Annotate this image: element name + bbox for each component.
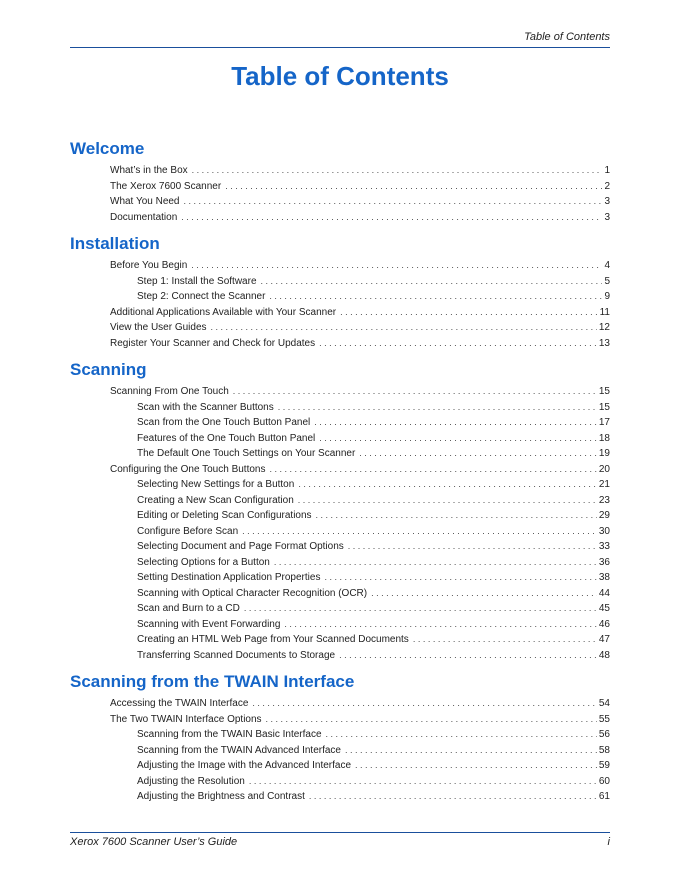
section-heading[interactable]: Scanning from the TWAIN Interface — [70, 672, 355, 691]
toc-entry[interactable] — [137, 648, 610, 664]
page-header — [70, 0, 610, 48]
dot-leader — [225, 179, 602, 195]
toc-entry-page: 15 — [598, 401, 610, 413]
toc-entry-label: Editing or Deleting Scan Configurations — [137, 510, 312, 521]
toc-entry[interactable] — [137, 524, 610, 540]
dot-leader — [261, 274, 603, 290]
toc-entry[interactable] — [137, 400, 610, 416]
toc-entry-page: 21 — [598, 479, 610, 490]
toc-entry-page: 19 — [598, 448, 610, 459]
toc-entry-label: Scan with the Scanner Buttons — [137, 401, 274, 413]
dot-leader — [340, 305, 598, 321]
dot-leader — [413, 632, 597, 648]
toc-entry-page: 55 — [598, 713, 610, 725]
toc-entry-label: Creating a New Scan Configuration — [137, 494, 294, 506]
toc-entry-page: 5 — [604, 275, 610, 287]
toc-entry-label: Scanning From One Touch — [110, 386, 229, 397]
toc-entry-label: Scanning with Event Forwarding — [137, 618, 281, 630]
toc-entry-page: 38 — [598, 572, 610, 583]
dot-leader — [359, 446, 597, 462]
toc-entry-page: 46 — [598, 618, 610, 630]
toc-entry-label: What You Need — [110, 196, 180, 207]
toc-entry[interactable] — [110, 712, 610, 728]
toc-entry-label: Selecting Document and Page Format Options — [137, 541, 344, 552]
dot-leader — [326, 727, 597, 743]
toc-entry-page: 44 — [598, 587, 610, 599]
toc-entry-page: 59 — [598, 760, 610, 771]
toc-entry[interactable] — [137, 727, 610, 743]
toc-entry-page: 29 — [598, 510, 610, 521]
dot-leader — [242, 524, 597, 540]
page-number: i — [607, 836, 610, 848]
toc-entry-label: Additional Applications Available with Your Scanner — [110, 306, 337, 318]
toc-entry-label: Scanning from the TWAIN Advanced Interface — [137, 744, 341, 756]
toc-entry-page: 60 — [598, 775, 610, 787]
toc-entry-label: Creating an HTML Web Page from Your Scanned Documents — [137, 634, 409, 645]
toc-entry[interactable] — [110, 305, 610, 321]
dot-leader — [274, 555, 597, 571]
dot-leader — [211, 320, 597, 336]
toc-entry-page: 45 — [598, 603, 610, 614]
table-of-contents — [70, 137, 610, 812]
dot-leader — [269, 462, 596, 478]
toc-entry[interactable] — [137, 446, 610, 462]
dot-leader — [244, 601, 597, 617]
dot-leader — [278, 400, 597, 416]
toc-entry-page: 23 — [598, 494, 610, 506]
section-heading[interactable]: Installation — [70, 234, 160, 253]
toc-entry-page: 58 — [598, 744, 610, 756]
toc-entry-label: The Xerox 7600 Scanner — [110, 180, 222, 192]
toc-entry-list — [70, 384, 610, 663]
dot-leader — [252, 696, 596, 712]
toc-entry-label: Step 1: Install the Software — [137, 275, 257, 287]
toc-entry-label: What’s in the Box — [110, 165, 188, 176]
toc-entry-label: Configuring the One Touch Buttons — [110, 463, 266, 475]
page-title: Table of Contents — [231, 61, 449, 91]
toc-entry[interactable] — [110, 336, 610, 352]
toc-entry[interactable] — [137, 289, 610, 305]
dot-leader — [181, 210, 602, 226]
toc-entry-list — [70, 163, 610, 225]
toc-section — [70, 232, 610, 351]
toc-entry[interactable] — [137, 789, 610, 805]
toc-entry[interactable] — [137, 555, 610, 571]
toc-entry-label: The Two TWAIN Interface Options — [110, 713, 262, 725]
toc-entry[interactable] — [137, 274, 610, 290]
toc-entry-page: 48 — [598, 649, 610, 661]
toc-entry-label: Selecting New Settings for a Button — [137, 479, 295, 490]
dot-leader — [314, 415, 597, 431]
dot-leader — [184, 194, 603, 210]
toc-entry[interactable] — [110, 163, 610, 179]
toc-entry[interactable] — [110, 696, 610, 712]
toc-entry-page: 54 — [598, 698, 610, 709]
toc-entry[interactable] — [110, 462, 610, 478]
toc-entry-page: 3 — [604, 196, 610, 207]
toc-entry[interactable] — [137, 570, 610, 586]
dot-leader — [324, 570, 596, 586]
toc-section — [70, 358, 610, 663]
toc-entry-page: 18 — [598, 432, 610, 444]
dot-leader — [355, 758, 597, 774]
section-heading[interactable]: Scanning — [70, 360, 147, 379]
toc-entry-label: Configure Before Scan — [137, 525, 239, 537]
toc-entry-label: The Default One Touch Settings on Your Scanner — [137, 448, 356, 459]
dot-leader — [284, 617, 596, 633]
toc-entry[interactable] — [110, 384, 610, 400]
toc-entry-page: 11 — [599, 306, 610, 318]
toc-entry-label: Before You Begin — [110, 260, 188, 271]
dot-leader — [233, 384, 597, 400]
dot-leader — [345, 743, 597, 759]
toc-entry-label: Scanning with Optical Character Recognition (OCR) — [137, 587, 368, 599]
dot-leader — [249, 774, 597, 790]
toc-entry-label: Scanning from the TWAIN Basic Interface — [137, 729, 322, 740]
toc-entry-page: 30 — [598, 525, 610, 537]
running-title: Table of Contents — [524, 31, 610, 43]
toc-entry-label: Scan from the One Touch Button Panel — [137, 417, 311, 428]
toc-entry[interactable] — [137, 758, 610, 774]
toc-section — [70, 137, 610, 225]
toc-entry-page: 4 — [604, 260, 610, 271]
toc-entry[interactable] — [137, 617, 610, 633]
dot-leader — [339, 648, 597, 664]
toc-entry-label: Features of the One Touch Button Panel — [137, 432, 316, 444]
toc-entry-label: Adjusting the Image with the Advanced Interface — [137, 760, 352, 771]
dot-leader — [191, 258, 602, 274]
dot-leader — [298, 477, 597, 493]
toc-entry-label: Documentation — [110, 211, 178, 223]
dot-leader — [266, 712, 597, 728]
toc-entry-label: Transferring Scanned Documents to Storage — [137, 649, 336, 661]
section-heading[interactable]: Welcome — [70, 139, 145, 158]
toc-entry[interactable] — [137, 493, 610, 509]
toc-entry[interactable] — [137, 743, 610, 759]
toc-entry[interactable] — [137, 415, 610, 431]
dot-leader — [371, 586, 597, 602]
toc-entry[interactable] — [110, 258, 610, 274]
toc-entry-page: 33 — [598, 541, 610, 552]
toc-entry[interactable] — [137, 601, 610, 617]
toc-entry-list — [70, 258, 610, 351]
dot-leader — [298, 493, 597, 509]
toc-entry-list — [70, 696, 610, 805]
dot-leader — [269, 289, 602, 305]
toc-entry-page: 2 — [604, 180, 610, 192]
toc-entry-page: 61 — [598, 791, 610, 802]
toc-entry-label: Adjusting the Resolution — [137, 775, 245, 787]
toc-entry-label: Register Your Scanner and Check for Updates — [110, 337, 316, 349]
toc-entry-page: 13 — [598, 337, 610, 349]
toc-entry-label: Scan and Burn to a CD — [137, 603, 240, 614]
toc-entry-page: 12 — [598, 322, 610, 333]
toc-entry-page: 3 — [604, 211, 610, 223]
toc-entry-label: Setting Destination Application Properties — [137, 572, 321, 583]
toc-entry-label: Accessing the TWAIN Interface — [110, 698, 249, 709]
toc-entry-label: Selecting Options for a Button — [137, 556, 270, 568]
toc-entry-page: 36 — [598, 556, 610, 568]
toc-entry-page: 9 — [604, 291, 610, 302]
dot-leader — [319, 431, 597, 447]
toc-entry[interactable] — [137, 539, 610, 555]
toc-entry[interactable] — [110, 210, 610, 226]
toc-entry-label: Step 2: Connect the Scanner — [137, 291, 266, 302]
toc-entry-page: 20 — [598, 463, 610, 475]
toc-entry-page: 17 — [598, 417, 610, 428]
toc-entry[interactable] — [137, 632, 610, 648]
toc-entry-page: 47 — [598, 634, 610, 645]
dot-leader — [309, 789, 597, 805]
toc-entry[interactable] — [137, 774, 610, 790]
toc-entry-page: 56 — [598, 729, 610, 740]
toc-entry-label: View the User Guides — [110, 322, 207, 333]
toc-entry[interactable] — [137, 508, 610, 524]
guide-title: Xerox 7600 Scanner User’s Guide — [70, 836, 238, 848]
dot-leader — [319, 336, 597, 352]
dot-leader — [348, 539, 597, 555]
toc-entry[interactable] — [110, 320, 610, 336]
toc-entry-page: 1 — [604, 165, 610, 176]
dot-leader — [316, 508, 597, 524]
toc-section — [70, 670, 610, 805]
page-footer — [70, 832, 610, 853]
toc-entry-label: Adjusting the Brightness and Contrast — [137, 791, 305, 802]
toc-entry-page: 15 — [598, 386, 610, 397]
toc-entry[interactable] — [110, 194, 610, 210]
toc-entry[interactable] — [137, 586, 610, 602]
dot-leader — [192, 163, 603, 179]
toc-entry[interactable] — [137, 477, 610, 493]
toc-entry[interactable] — [110, 179, 610, 195]
toc-entry[interactable] — [137, 431, 610, 447]
